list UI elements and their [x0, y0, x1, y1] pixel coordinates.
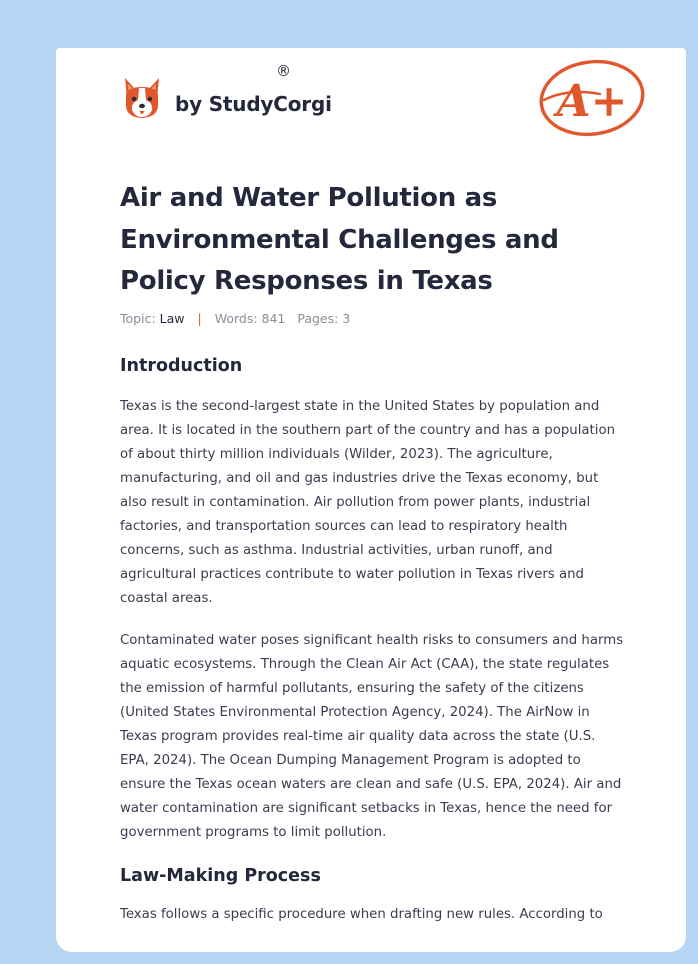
- paragraph: Texas is the second-largest state in the United States by population and area. It is located in the southern part of the country and has a population of about thirty million individuals (Wilder, 2023). The agriculture, manufacturing, and oil and gas industries drive the Texas economy, but also result in contamination. Air pollution from power plants, industrial factories, and transportation sources can lead to respiratory health concerns, such as asthma. Industrial activities, urban runoff, and agricultural practices contribute to water pollution in Texas rivers and coastal areas.: [120, 399, 616, 606]
- paper-meta: [120, 311, 350, 326]
- grade-text: A+: [556, 76, 628, 127]
- section-heading-introduction: Introduction: [120, 356, 243, 376]
- words-label: Words:: [214, 311, 258, 326]
- words-value: 841: [261, 311, 286, 326]
- paper-title: Air and Water Pollution as Environmental Challenges and Policy Responses in Texas: [120, 183, 559, 296]
- paper-body: [120, 353, 626, 945]
- brand-name: by StudyCorgi: [175, 92, 332, 116]
- paragraph: Contaminated water poses significant health risks to consumers and harms aquatic ecosystems. Through the Clean Air Act (CAA), the state regulates the emission of harmful pollutants, ensuring the safety of the citizens (United States Environmental Protection Agency, 2024). The AirNow in Texas program provides real-time air quality data across the state (U.S. EPA, 2024). The Ocean Dumping Management Program is adopted to ensure the Texas ocean waters are clean and safe (U.S. EPA, 2024). Air and water contamination are significant setbacks in Texas, hence the need for government programs to limit pollution.: [120, 633, 624, 840]
- corgi-icon: [122, 76, 162, 122]
- document-sheet: [56, 48, 686, 952]
- meta-separator: |: [197, 311, 202, 326]
- topic-label: Topic:: [120, 311, 156, 326]
- topic-link[interactable]: Law: [159, 311, 185, 326]
- grade-badge-icon: [538, 58, 648, 140]
- registered-mark: ®: [276, 62, 291, 80]
- paragraph: Texas follows a specific procedure when drafting new rules. According to: [120, 907, 603, 922]
- pages-value: 3: [342, 311, 351, 326]
- brand-header[interactable]: [122, 76, 332, 122]
- pages-label: Pages:: [297, 311, 339, 326]
- section-heading-law-making-process: Law-Making Process: [120, 866, 321, 886]
